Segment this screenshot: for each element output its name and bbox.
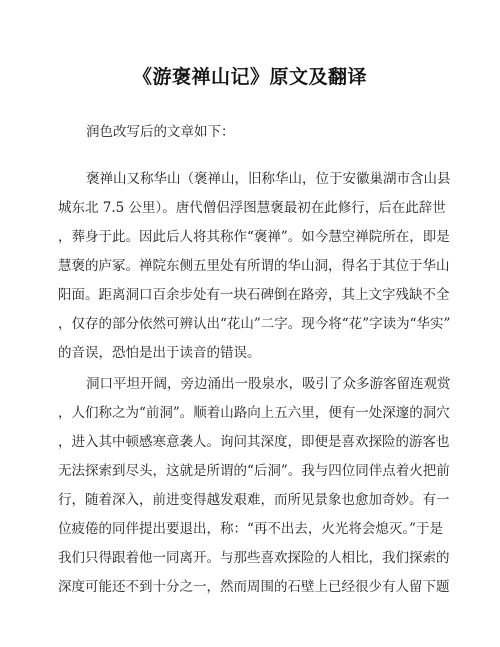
paragraph-line: 的音误，恐怕是出于读音的错误。 xyxy=(58,345,261,361)
paragraph-line: ，仅存的部分依然可辨认出“花山”二字。现今将“花”字读为“华实” xyxy=(58,316,450,332)
paragraph-2 xyxy=(58,370,450,602)
paragraph-1 xyxy=(58,165,450,368)
paragraph-line: ，进入其中顿感寒意袭人。询问其深度，即便是喜欢探险的游客也 xyxy=(58,434,450,450)
paragraph-line: 深度可能还不到十分之一，然而周围的石壁上已经很少有人留下题 xyxy=(58,579,450,595)
paragraph-line: ，人们称之为“前洞”。顺着山路向上五六里，便有一处深邃的洞穴 xyxy=(58,405,450,421)
paragraph-line: 慧褒的庐冢。禅院东侧五里处有所谓的华山洞，得名于其位于华山 xyxy=(58,258,450,274)
paragraph-line: 行，随着深入，前进变得越发艰难，而所见景象也愈加奇妙。有一 xyxy=(58,492,450,508)
paragraph-line: 我们只得跟着他一同离开。与那些喜欢探险的人相比，我们探索的 xyxy=(58,550,450,566)
paragraph-line: 城东北 7.5 公里）。唐代僧侣浮图慧褒最初在此修行，后在此辞世 xyxy=(58,200,446,216)
paragraph-line: 洞口平坦开阔，旁边涌出一股泉水，吸引了众多游客留连观赏 xyxy=(86,376,450,392)
paragraph-line: ，葬身于此。因此后人将其称作“褒禅”。如今慧空禅院所在，即是 xyxy=(58,229,450,245)
paragraph-line: 阳面。距离洞口百余步处有一块石碑倒在路旁，其上文字残缺不全 xyxy=(58,287,450,303)
paragraph-line: 褒禅山又称华山（褒禅山，旧称华山，位于安徽巢湖市含山县 xyxy=(86,171,450,187)
intro-text: 润色改写后的文章如下： xyxy=(86,124,235,140)
document-title: 《游褒禅山记》原文及翻译 xyxy=(132,66,367,88)
paragraph-line: 无法探索到尽头，这就是所谓的“后洞”。我与四位同伴点着火把前 xyxy=(58,463,450,479)
paragraph-line: 位疲倦的同伴提出要退出，称：“再不出去，火光将会熄灭。”于是 xyxy=(58,521,444,537)
